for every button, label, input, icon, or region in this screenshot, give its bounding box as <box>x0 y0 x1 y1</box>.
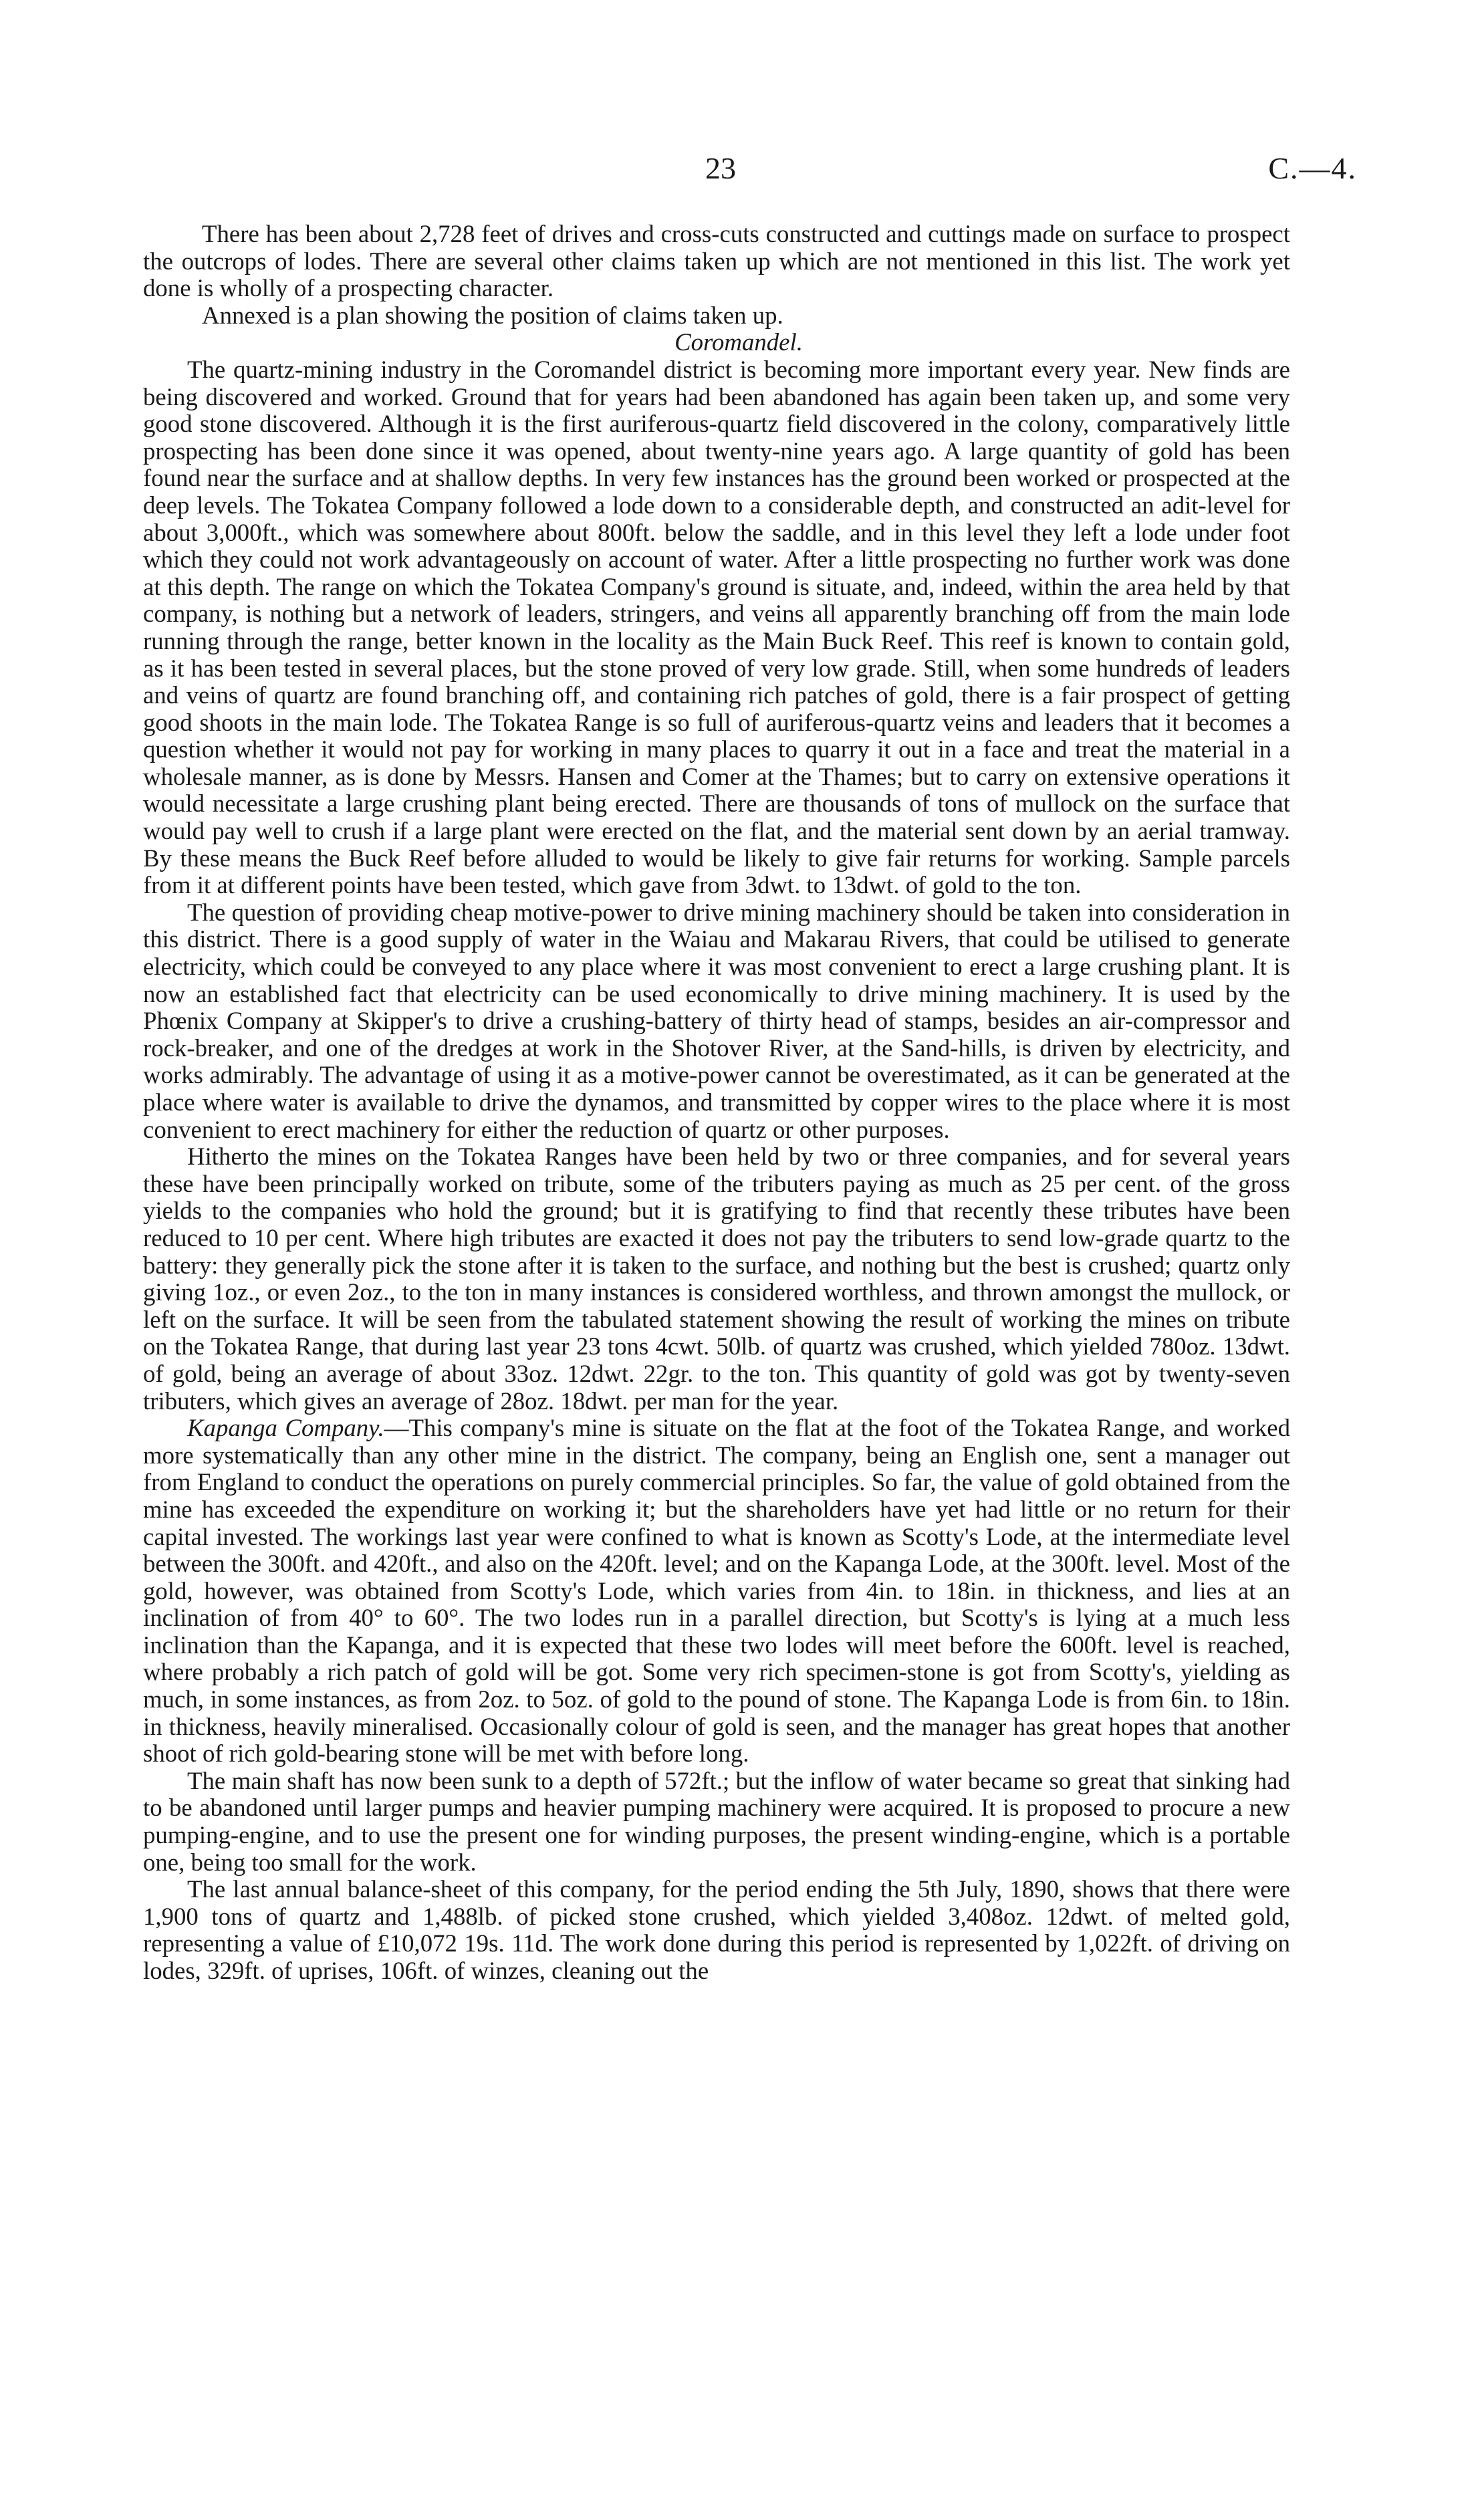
kapanga-paragraph-1 <box>143 1415 1290 1768</box>
coromandel-paragraph-2: The question of providing cheap motive-power to drive mining machinery should be taken into consideration in this district. There is a good supply of water in the Waiau and Makarau Rivers, that could be utilised to generate electricity, which could be conveyed to any place where it was most convenient to erect a large crushing plant. It is now an established fact that electricity can be used economically to drive mining machinery. It is used by the Phœnix Company at Skipper's to drive a crushing-battery of thirty head of stamps, besides an air-compressor and rock-breaker, and one of the dredges at work in the Shotover River, at the Sand-hills, is driven by electricity, and works admirably. The advantage of using it as a motive-power cannot be overestimated, as it can be generated at the place where water is available to drive the dynamos, and transmitted by copper wires to the place where it is most convenient to erect machinery for either the reduction of quartz or other purposes. <box>143 898 1290 1143</box>
intro-paragraph: There has been about 2,728 feet of drives and cross-cuts constructed and cuttings made on surface to prospect the outcrops of lodes. There are several other claims taken up which are not mentioned in this list. The work yet done is wholly of a prospecting character. <box>143 220 1290 302</box>
kapanga-run-in-heading: Kapanga Company. <box>187 1414 384 1442</box>
page-number: 23 <box>705 151 736 185</box>
coromandel-paragraph-1: The quartz-mining industry in the Coromandel district is becoming more important every year. New finds are being discovered and worked. Ground that for years had been abandoned has again been taken up, and some very good stone discovered. Although it is the first auriferous-quartz field discovered in the colony, comparatively little prospecting has been done since it was opened, about twenty-nine years ago. A large quantity of gold has been found near the surface and at shallow depths. In very few instances has the ground been worked or prospected at the deep levels. The Tokatea Company followed a lode down to a considerable depth, and constructed an adit-level for about 3,000ft., which was somewhere about 800ft. below the saddle, and in this level they left a lode under foot which they could not work advantageously on account of water. After a little prospecting no further work was done at this depth. The range on which the Tokatea Company's ground is situate, and, indeed, within the area held by that company, is nothing but a network of leaders, stringers, and veins all apparently branching off from the main lode running through the range, better known in the locality as the Main Buck Reef. This reef is known to contain gold, as it has been tested in several places, but the stone proved of very low grade. Still, when some hundreds of leaders and veins of quartz are found branching off, and containing rich patches of gold, there is a fair prospect of getting good shoots in the main lode. The Tokatea Range is so full of auriferous-quartz veins and leaders that it becomes a question whether it would not pay for working in many places to quarry it out in a face and treat the material in a wholesale manner, as is done by Messrs. Hansen and Comer at the Thames; but to carry on extensive operations it would necessitate a large crushing plant being erected. There are thousands of tons of mullock on the surface that would pay well to crush if a large plant were erected on the flat, and the material sent down by an aerial tramway. By these means the Buck Reef before alluded to would be likely to give fair returns for working. Sample parcels from it at different points have been tested, which gave from 3dwt. to 13dwt. of gold to the ton. <box>143 355 1290 899</box>
kapanga-paragraph-3: The last annual balance-sheet of this company, for the period ending the 5th July, 1890, shows that there were 1,900 tons of quartz and 1,488lb. of picked stone crushed, which yielded 3,408oz. 12dwt. of melted gold, representing a value of £10,072 19s. 11d. The work done during this period is represented by 1,022ft. of driving on lodes, 329ft. of uprises, 106ft. of winzes, cleaning out the <box>143 1875 1290 1984</box>
page-header <box>0 148 1484 195</box>
coromandel-paragraph-3: Hitherto the mines on the Tokatea Ranges have been held by two or three companies, and for several years these have been principally worked on tribute, some of the tributers paying as much as 25 per cent. of the gross yields to the companies who hold the ground; but it is gratifying to find that recently these tributes have been reduced to 10 per cent. Where high tributes are exacted it does not pay the tributers to send low-grade quartz to the battery: they generally pick the stone after it is taken to the surface, and nothing but the best is crushed; quartz only giving 1oz., or even 2oz., to the ton in many instances is considered worthless, and thrown amongst the mullock, or left on the surface. It will be seen from the tabulated statement showing the result of working the mines on tribute on the Tokatea Range, that during last year 23 tons 4cwt. 50lb. of quartz was crushed, which yielded 780oz. 13dwt. of gold, being an average of about 33oz. 12dwt. 22gr. to the ton. This quantity of gold was got by twenty-seven tributers, which gives an average of 28oz. 18dwt. per man for the year. <box>143 1143 1290 1415</box>
document-code: C.—4. <box>1268 151 1357 185</box>
section-heading: Coromandel. <box>674 328 803 356</box>
body-text <box>143 221 1290 1985</box>
kapanga-paragraph-1-text: —This company's mine is situate on the flat at the foot of the Tokatea Range, and worked more systematically than any other mine in the district. The company, being an English one, sent a manager out from England to conduct the operations on purely commercial principles. So far, the value of gold obtained from the mine has exceeded the expenditure on working it; but the shareholders have yet had little or no return for their capital invested. The workings last year were confined to what is known as Scotty's Lode, at the intermediate level between the 300ft. and 420ft., and also on the 420ft. level; and on the Kapanga Lode, at the 300ft. level. Most of the gold, however, was obtained from Scotty's Lode, which varies from 4in. to 18in. in thickness, and lies at an inclination of from 40° to 60°. The two lodes run in a parallel direction, but Scotty's is lying at a much less inclination than the Kapanga, and it is expected that these two lodes will meet before the 600ft. level is reached, where probably a rich patch of gold will be got. Some very rich specimen-stone is got from Scotty's, yielding as much, in some instances, as from 2oz. to 5oz. of gold to the pound of stone. The Kapanga Lode is from 6in. to 18in. in thickness, heavily mineralised. Occasionally colour of gold is seen, and the manager has great hopes that another shoot of rich gold-bearing stone will be met with before long. <box>143 1414 1290 1768</box>
annex-note: Annexed is a plan showing the position of claims taken up. <box>202 301 783 329</box>
kapanga-paragraph-2: The main shaft has now been sunk to a depth of 572ft.; but the inflow of water became so great that sinking had to be abandoned until larger pumps and heavier pumping machinery were acquired. It is proposed to procure a new pumping-engine, and to use the present one for winding purposes, the present winding-engine, which is a portable one, being too small for the work. <box>143 1766 1290 1876</box>
